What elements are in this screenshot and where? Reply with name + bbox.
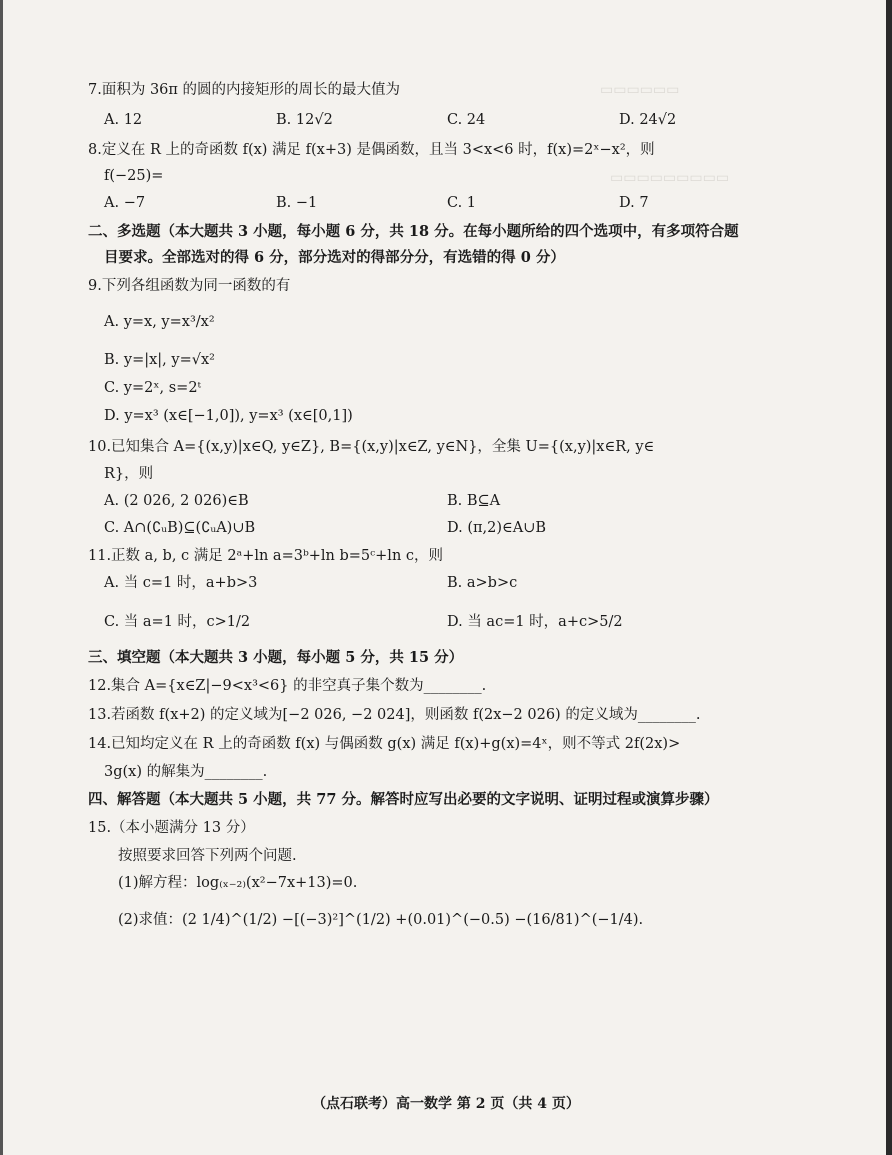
page-footer: （点石联考）高一数学 第 2 页（共 4 页） xyxy=(312,1096,580,1112)
q8-stem-line2: f(−25)= xyxy=(104,168,164,184)
q9-option-c: C. y=2ˣ, s=2ᵗ xyxy=(104,380,202,396)
q11-option-a: A. 当 c=1 时，a+b>3 xyxy=(104,575,258,591)
section2-heading-line2: 目要求。全部选对的得 6 分，部分选对的得部分分，有选错的得 0 分） xyxy=(104,249,565,266)
q11-stem: 11.正数 a, b, c 满足 2ᵃ+ln a=3ᵇ+ln b=5ᶜ+ln c，则 xyxy=(88,548,444,564)
q10-option-a: A. (2 026, 2 026)∈B xyxy=(104,493,249,509)
section2-heading-line1: 二、多选题（本大题共 3 小题，每小题 6 分，共 18 分。在每小题所给的四个选项中，有多项符合题 xyxy=(88,223,739,240)
q7-option-c: C. 24 xyxy=(447,112,486,128)
section3-heading: 三、填空题（本大题共 3 小题，每小题 5 分，共 15 分） xyxy=(88,649,464,666)
q11-option-b: B. a>b>c xyxy=(447,575,518,591)
q14-stem-line2: 3g(x) 的解集为________. xyxy=(104,764,268,780)
q11-option-d: D. 当 ac=1 时，a+c>5/2 xyxy=(447,614,623,630)
q8-option-b: B. −1 xyxy=(276,195,318,211)
section4-heading: 四、解答题（本大题共 5 小题，共 77 分。解答时应写出必要的文字说明、证明过程或演算步骤） xyxy=(88,791,719,808)
q9-option-a: A. y=x, y=x³/x² xyxy=(104,314,215,330)
q13-stem: 13.若函数 f(x+2) 的定义域为[−2 026, −2 024]，则函数 f(2x−2 026) 的定义域为________. xyxy=(88,707,701,723)
q7-option-a: A. 12 xyxy=(104,112,143,128)
q8-stem-line1: 8.定义在 R 上的奇函数 f(x) 满足 f(x+3) 是偶函数，且当 3<x<6 时，f(x)=2ˣ−x²，则 xyxy=(88,142,655,158)
q9-option-d: D. y=x³ (x∈[−1,0]), y=x³ (x∈[0,1]) xyxy=(104,408,353,424)
q9-option-b: B. y=|x|, y=√x² xyxy=(104,352,215,368)
q10-stem-line1: 10.已知集合 A={(x,y)|x∈Q, y∈Z}, B={(x,y)|x∈Z, y∈N}，全集 U={(x,y)|x∈R, y∈ xyxy=(88,439,655,455)
q10-option-b: B. B⊆A xyxy=(447,493,501,509)
q11-option-c: C. 当 a=1 时，c>1/2 xyxy=(104,614,251,630)
q15-title: 15.（本小题满分 13 分） xyxy=(88,820,255,836)
q14-stem-line1: 14.已知均定义在 R 上的奇函数 f(x) 与偶函数 g(x) 满足 f(x)+g(x)=4ˣ，则不等式 2f(2x)> xyxy=(88,736,681,752)
bleed-through-mark: ▭▭▭▭▭▭▭▭▭ xyxy=(610,170,730,186)
q7-stem: 7.面积为 36π 的圆的内接矩形的周长的最大值为 xyxy=(88,82,401,98)
q9-stem: 9.下列各组函数为同一函数的有 xyxy=(88,278,291,294)
scan-edge-left xyxy=(0,0,3,1155)
bleed-through-mark: ▭▭▭▭▭▭ xyxy=(600,82,680,98)
q15-part1: (1)解方程：log₍ₓ₋₂₎(x²−7x+13)=0. xyxy=(118,875,358,891)
q8-option-a: A. −7 xyxy=(104,195,146,211)
scan-edge-right xyxy=(886,0,892,1155)
q7-option-d: D. 24√2 xyxy=(619,112,677,128)
q8-option-d: D. 7 xyxy=(619,195,649,211)
q8-option-c: C. 1 xyxy=(447,195,477,211)
q15-intro: 按照要求回答下列两个问题. xyxy=(118,848,297,864)
q10-option-c: C. A∩(∁ᵤB)⊆(∁ᵤA)∪B xyxy=(104,520,256,536)
q10-stem-line2: R}，则 xyxy=(104,466,154,482)
q7-option-b: B. 12√2 xyxy=(276,112,333,128)
q10-option-d: D. (π,2)∈A∪B xyxy=(447,520,547,536)
q12-stem: 12.集合 A={x∈Z|−9<x³<6} 的非空真子集个数为________. xyxy=(88,678,487,694)
q15-part2: (2)求值：(2 1/4)^(1/2) −[(−3)²]^(1/2) +(0.01)^(−0.5) −(16/81)^(−1/4). xyxy=(118,912,644,928)
